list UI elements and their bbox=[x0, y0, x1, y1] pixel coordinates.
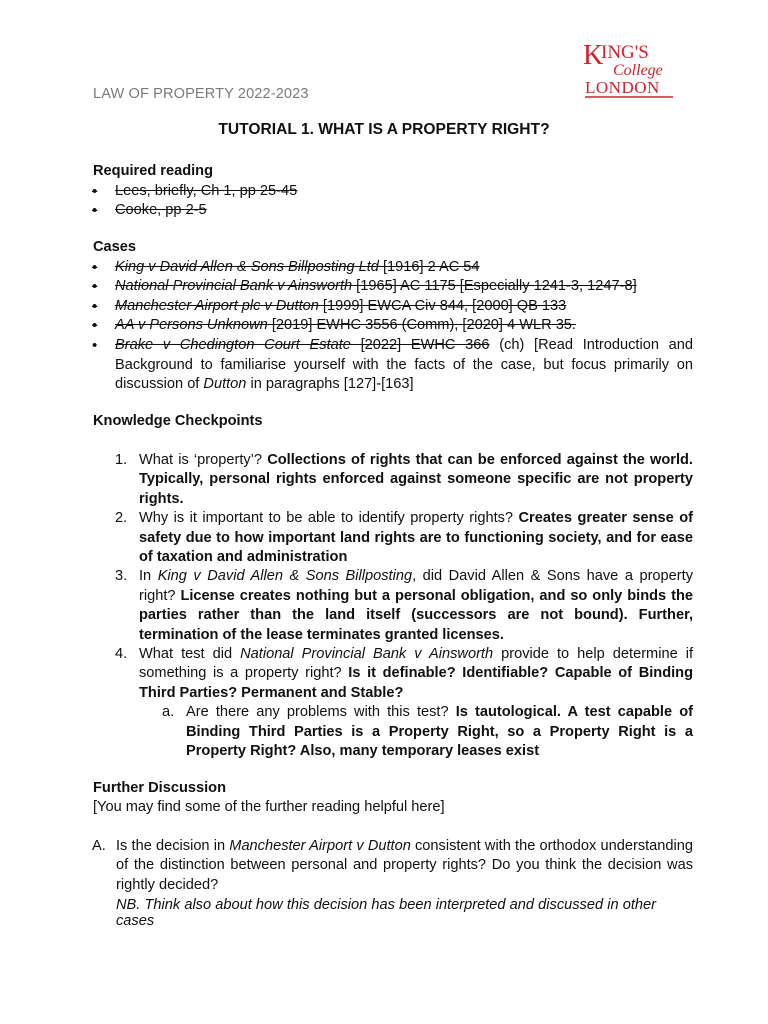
case-item: • AA v Persons Unknown [2019] EWHC 3556 (Comm), [2020] 4 WLR 35. bbox=[93, 316, 693, 336]
logo-graphic bbox=[583, 42, 675, 98]
checkpoints-list bbox=[115, 451, 694, 762]
case-item-brake: • Brake v Chedington Court Estate [2022] EWHC 366 (ch) [Read Introduction and Background to familiarise yourself with the facts of the case, but focus primarily on discussion of Dutton in paragraphs [127]-[163] bbox=[93, 336, 693, 395]
checkpoint-4: 4. What test did National Provincial Bank v Ainsworth provide to help determine if something is a property right? Is it definable? Identifiable? Capable of Binding Third Parties? Permanent and Stable? bbox=[115, 646, 693, 701]
page-title: TUTORIAL 1. WHAT IS A PROPERTY RIGHT? bbox=[218, 121, 550, 138]
checkpoint-2: 2. Why is it important to be able to identify property rights? Creates greater sense of safety due to how important land rights are to functioning society, and for ease of taxation and administration bbox=[115, 510, 694, 566]
list-item: • Cooke, pp 2-5 bbox=[93, 201, 693, 221]
knowledge-checkpoints-heading: Knowledge Checkpoints bbox=[93, 413, 263, 429]
further-question-a: A. Is the decision in Manchester Airport v Dutton consistent with the orthodox understanding of the distinction between personal and property rights? Do you think the decision was rightly decided? NB. Think also about how this decision has been interpreted and discussed in other cases bbox=[92, 838, 693, 930]
required-reading-list bbox=[93, 182, 693, 221]
kings-college-london-logo bbox=[583, 42, 675, 98]
cases-heading: Cases bbox=[93, 239, 137, 255]
checkpoint-4a: a. Are there any problems with this test? Is tautological. A test capable of Binding Third Parties is a Property Right, so a Property Right is a Property Right? Also, many temporary leases exist bbox=[162, 704, 693, 760]
case-item: • King v David Allen & Sons Billposting Ltd [1916] 2 AC 54 bbox=[93, 258, 693, 278]
further-discussion-heading: Further Discussion bbox=[93, 780, 226, 796]
further-question-a-nb: NB. Think also about how this decision has been interpreted and discussed in other cases bbox=[116, 897, 656, 930]
further-discussion-section bbox=[93, 779, 693, 818]
cases-section bbox=[93, 238, 693, 395]
logo-london: LONDON bbox=[585, 78, 660, 97]
case-item: • National Provincial Bank v Ainsworth [1965] AC 1175 [Especially 1241-3, 1247-8] bbox=[93, 277, 693, 297]
required-reading-heading: Required reading bbox=[93, 163, 214, 179]
required-reading-section bbox=[93, 162, 693, 221]
further-discussion-note: [You may find some of the further reading helpful here] bbox=[93, 799, 445, 816]
checkpoint-1: 1. What is ‘property’? Collections of rights that can be enforced against the world. Typically, personal rights enforced against someone specific are not property rights. bbox=[115, 452, 693, 507]
logo-college: College bbox=[613, 62, 663, 79]
list-item: • Lees, briefly, Ch 1, pp 25-45 bbox=[93, 182, 693, 202]
case-item: • Manchester Airport plc v Dutton [1999] EWCA Civ 844, [2000] QB 133 bbox=[93, 297, 693, 317]
logo-k: K bbox=[583, 42, 604, 71]
course-title: LAW OF PROPERTY 2022-2023 bbox=[93, 86, 309, 102]
checkpoint-3: 3. In King v David Allen & Sons Billposting, did David Allen & Sons have a property right? License creates nothing but a personal obligation, and so only binds the parties rather than the land itself (successors are not bound). Further, termination of the lease terminates granted licenses. bbox=[115, 568, 693, 643]
cases-list bbox=[93, 258, 693, 395]
logo-ings: ING'S bbox=[601, 42, 649, 63]
